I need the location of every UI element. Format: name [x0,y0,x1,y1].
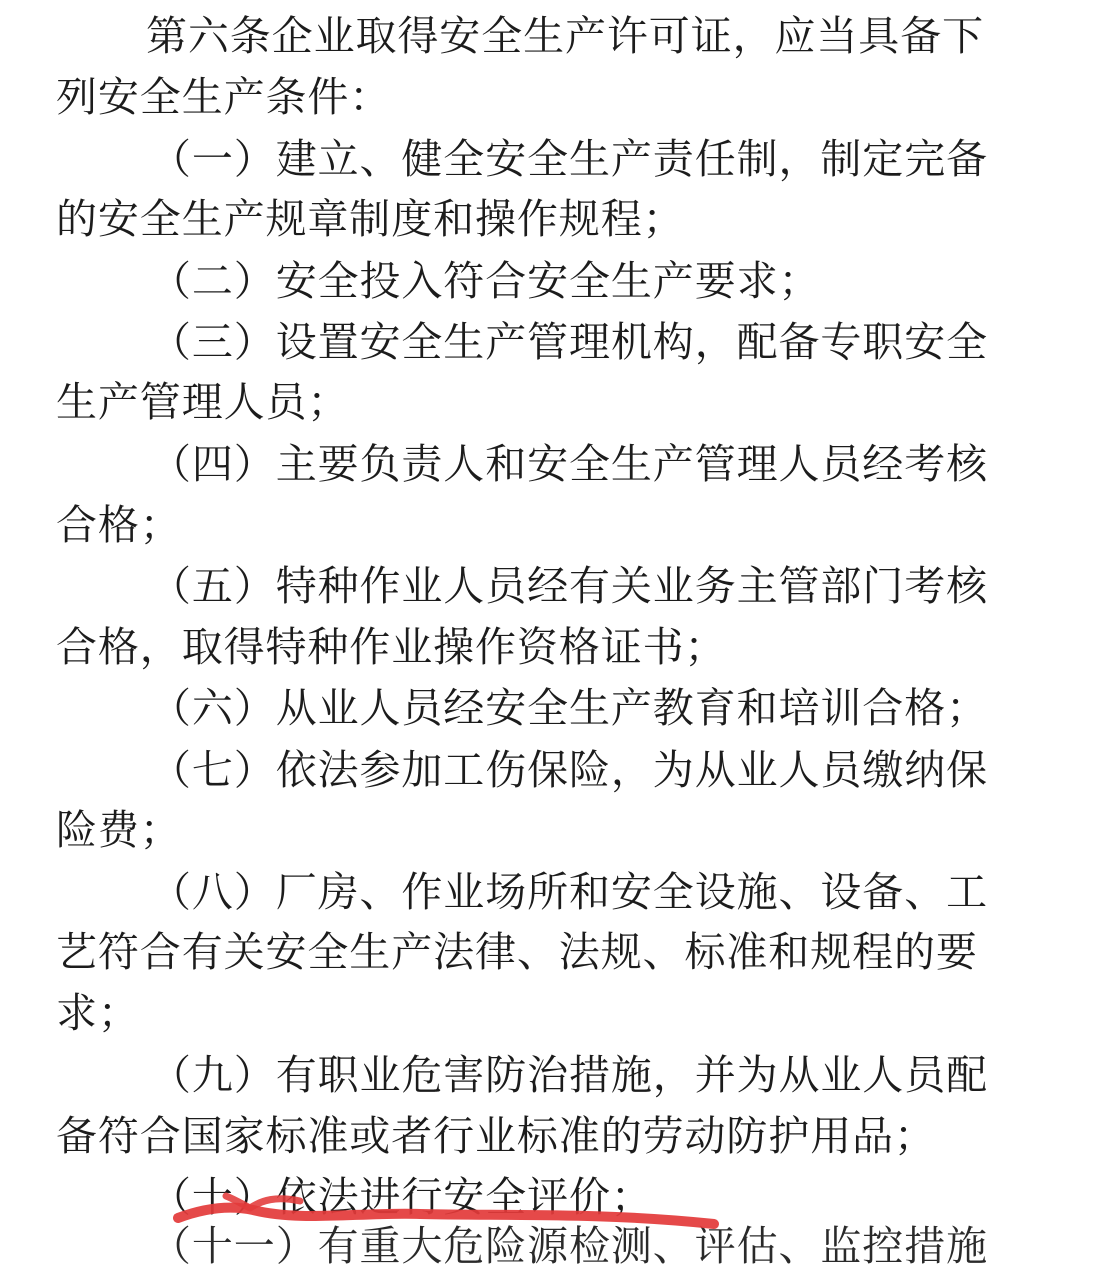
condition-4-line-1: （四）主要负责人和安全生产管理人员经考核 [150,440,988,488]
condition-11-line-clipped: （十一）有重大危险源检测、评估、监控措施 [150,1222,988,1270]
condition-2-line: （二）安全投入符合安全生产要求； [150,257,821,305]
condition-1-line-2: 的安全生产规章制度和操作规程； [56,195,685,243]
condition-8-line-2: 艺符合有关安全生产法律、法规、标准和规程的要 [56,928,978,976]
condition-9-line-2: 备符合国家标准或者行业标准的劳动防护用品； [56,1112,936,1160]
article-6-heading-line-2: 列安全生产条件： [56,73,392,121]
condition-3-line-1: （三）设置安全生产管理机构，配备专职安全 [150,318,988,366]
condition-6-line: （六）从业人员经安全生产教育和培训合格； [150,684,988,732]
condition-8-line-1: （八）厂房、作业场所和安全设施、设备、工 [150,868,988,916]
article-6-heading-line-1: 第六条企业取得安全生产许可证，应当具备下 [146,12,984,60]
condition-4-line-2: 合格； [56,501,182,549]
condition-8-line-3: 求； [56,989,140,1037]
condition-5-line-1: （五）特种作业人员经有关业务主管部门考核 [150,562,988,610]
condition-7-line-2: 险费； [56,806,182,854]
condition-1-line-1: （一）建立、健全安全生产责任制，制定完备 [150,135,988,183]
condition-7-line-1: （七）依法参加工伤保险，为从业人员缴纳保 [150,746,988,794]
condition-10-line: （十）依法进行安全评价； [150,1173,653,1221]
condition-3-line-2: 生产管理人员； [56,378,350,426]
condition-9-line-1: （九）有职业危害防治措施，并为从业人员配 [150,1051,988,1099]
condition-5-line-2: 合格，取得特种作业操作资格证书； [56,623,727,671]
